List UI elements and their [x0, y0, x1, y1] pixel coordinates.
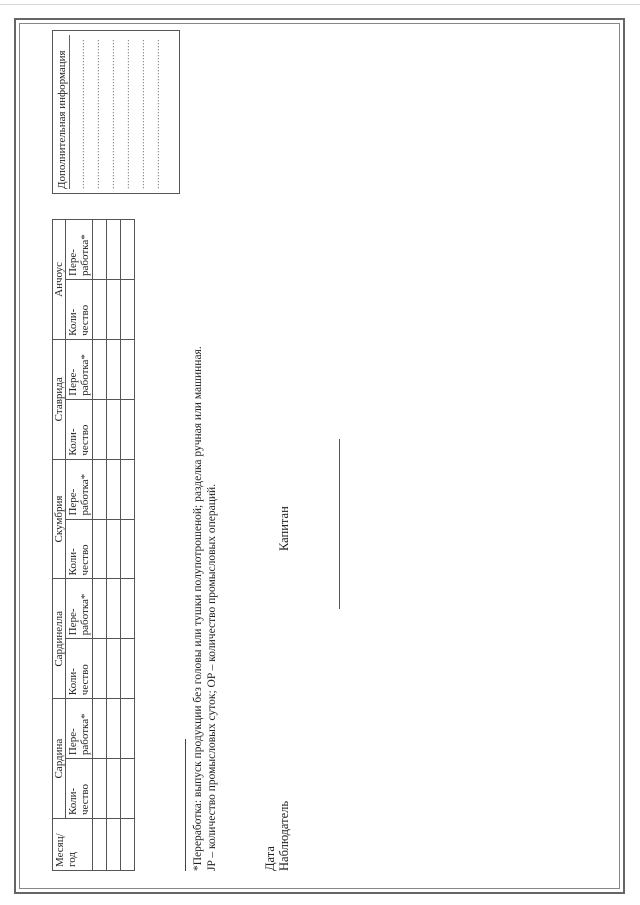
captain-label: Капитан — [277, 506, 291, 551]
info-dotted-line[interactable]: .................................................. — [121, 39, 132, 189]
table-row — [107, 220, 121, 871]
quantity-header: Коли- чество — [66, 399, 93, 459]
processing-header: Пере- работка* — [66, 459, 93, 519]
additional-info-box — [52, 30, 180, 194]
table-row — [93, 220, 107, 871]
data-cell[interactable] — [121, 579, 135, 639]
species-header: Сардинелла — [53, 579, 66, 699]
data-cell[interactable] — [121, 399, 135, 459]
species-header: Сардина — [53, 699, 66, 819]
data-cell[interactable] — [121, 220, 135, 280]
scan-edge-line — [0, 4, 640, 5]
data-cell[interactable] — [121, 459, 135, 519]
data-cell[interactable] — [93, 639, 107, 699]
table-row — [121, 220, 135, 871]
species-header-row — [53, 220, 66, 871]
month-cell[interactable] — [107, 819, 121, 871]
data-cell[interactable] — [93, 399, 107, 459]
subheader-row — [66, 220, 93, 871]
data-cell[interactable] — [93, 459, 107, 519]
data-cell[interactable] — [107, 639, 121, 699]
info-dotted-line[interactable]: .................................................. — [91, 39, 102, 189]
processing-header: Пере- работка* — [66, 220, 93, 280]
catch-table-wrapper — [52, 219, 135, 871]
data-cell[interactable] — [93, 699, 107, 759]
info-dotted-line[interactable]: .................................................. — [136, 39, 147, 189]
quantity-header: Коли- чество — [66, 279, 93, 339]
footnote-abbreviations: JP – количество промысловых суток; OP – количество промысловых операций. — [206, 483, 218, 871]
month-year-header: Месяц/ год — [53, 819, 93, 871]
data-cell[interactable] — [93, 279, 107, 339]
additional-info-title: Дополнительная информация — [55, 35, 70, 189]
processing-header: Пере- работка* — [66, 699, 93, 759]
data-cell[interactable] — [93, 339, 107, 399]
quantity-header: Коли- чество — [66, 759, 93, 819]
date-label: Дата — [263, 846, 277, 871]
quantity-header: Коли- чество — [66, 639, 93, 699]
species-header: Анчоус — [53, 220, 66, 340]
data-cell[interactable] — [107, 220, 121, 280]
data-cell[interactable] — [107, 699, 121, 759]
species-header: Ставрида — [53, 339, 66, 459]
catch-table — [52, 219, 135, 871]
month-cell[interactable] — [93, 819, 107, 871]
data-cell[interactable] — [121, 759, 135, 819]
footnote-divider — [185, 739, 186, 871]
rotated-form-sheet — [19, 23, 620, 889]
data-cell[interactable] — [93, 579, 107, 639]
info-dotted-line[interactable]: .................................................. — [76, 39, 87, 189]
data-cell[interactable] — [121, 699, 135, 759]
data-cell[interactable] — [107, 339, 121, 399]
info-dotted-line[interactable]: .................................................. — [151, 39, 162, 189]
data-cell[interactable] — [121, 519, 135, 579]
month-cell[interactable] — [121, 819, 135, 871]
processing-header: Пере- работка* — [66, 579, 93, 639]
data-cell[interactable] — [107, 759, 121, 819]
data-cell[interactable] — [107, 519, 121, 579]
data-cell[interactable] — [93, 759, 107, 819]
quantity-header: Коли- чество — [66, 519, 93, 579]
data-cell[interactable] — [121, 339, 135, 399]
data-cell[interactable] — [93, 519, 107, 579]
data-cell[interactable] — [121, 639, 135, 699]
observer-label: Наблюдатель — [277, 800, 291, 871]
data-cell[interactable] — [107, 279, 121, 339]
data-cell[interactable] — [121, 279, 135, 339]
signature-line[interactable] — [339, 439, 340, 609]
species-header: Скумбрия — [53, 459, 66, 579]
data-cell[interactable] — [93, 220, 107, 280]
data-cell[interactable] — [107, 399, 121, 459]
info-dotted-line[interactable]: .................................................. — [106, 39, 117, 189]
data-cell[interactable] — [107, 459, 121, 519]
data-cell[interactable] — [107, 579, 121, 639]
footnote-processing: *Переработка: выпуск продукции без головы или тушки полупотрошеной; разделка ручная или машинная. — [192, 346, 204, 871]
processing-header: Пере- работка* — [66, 339, 93, 399]
